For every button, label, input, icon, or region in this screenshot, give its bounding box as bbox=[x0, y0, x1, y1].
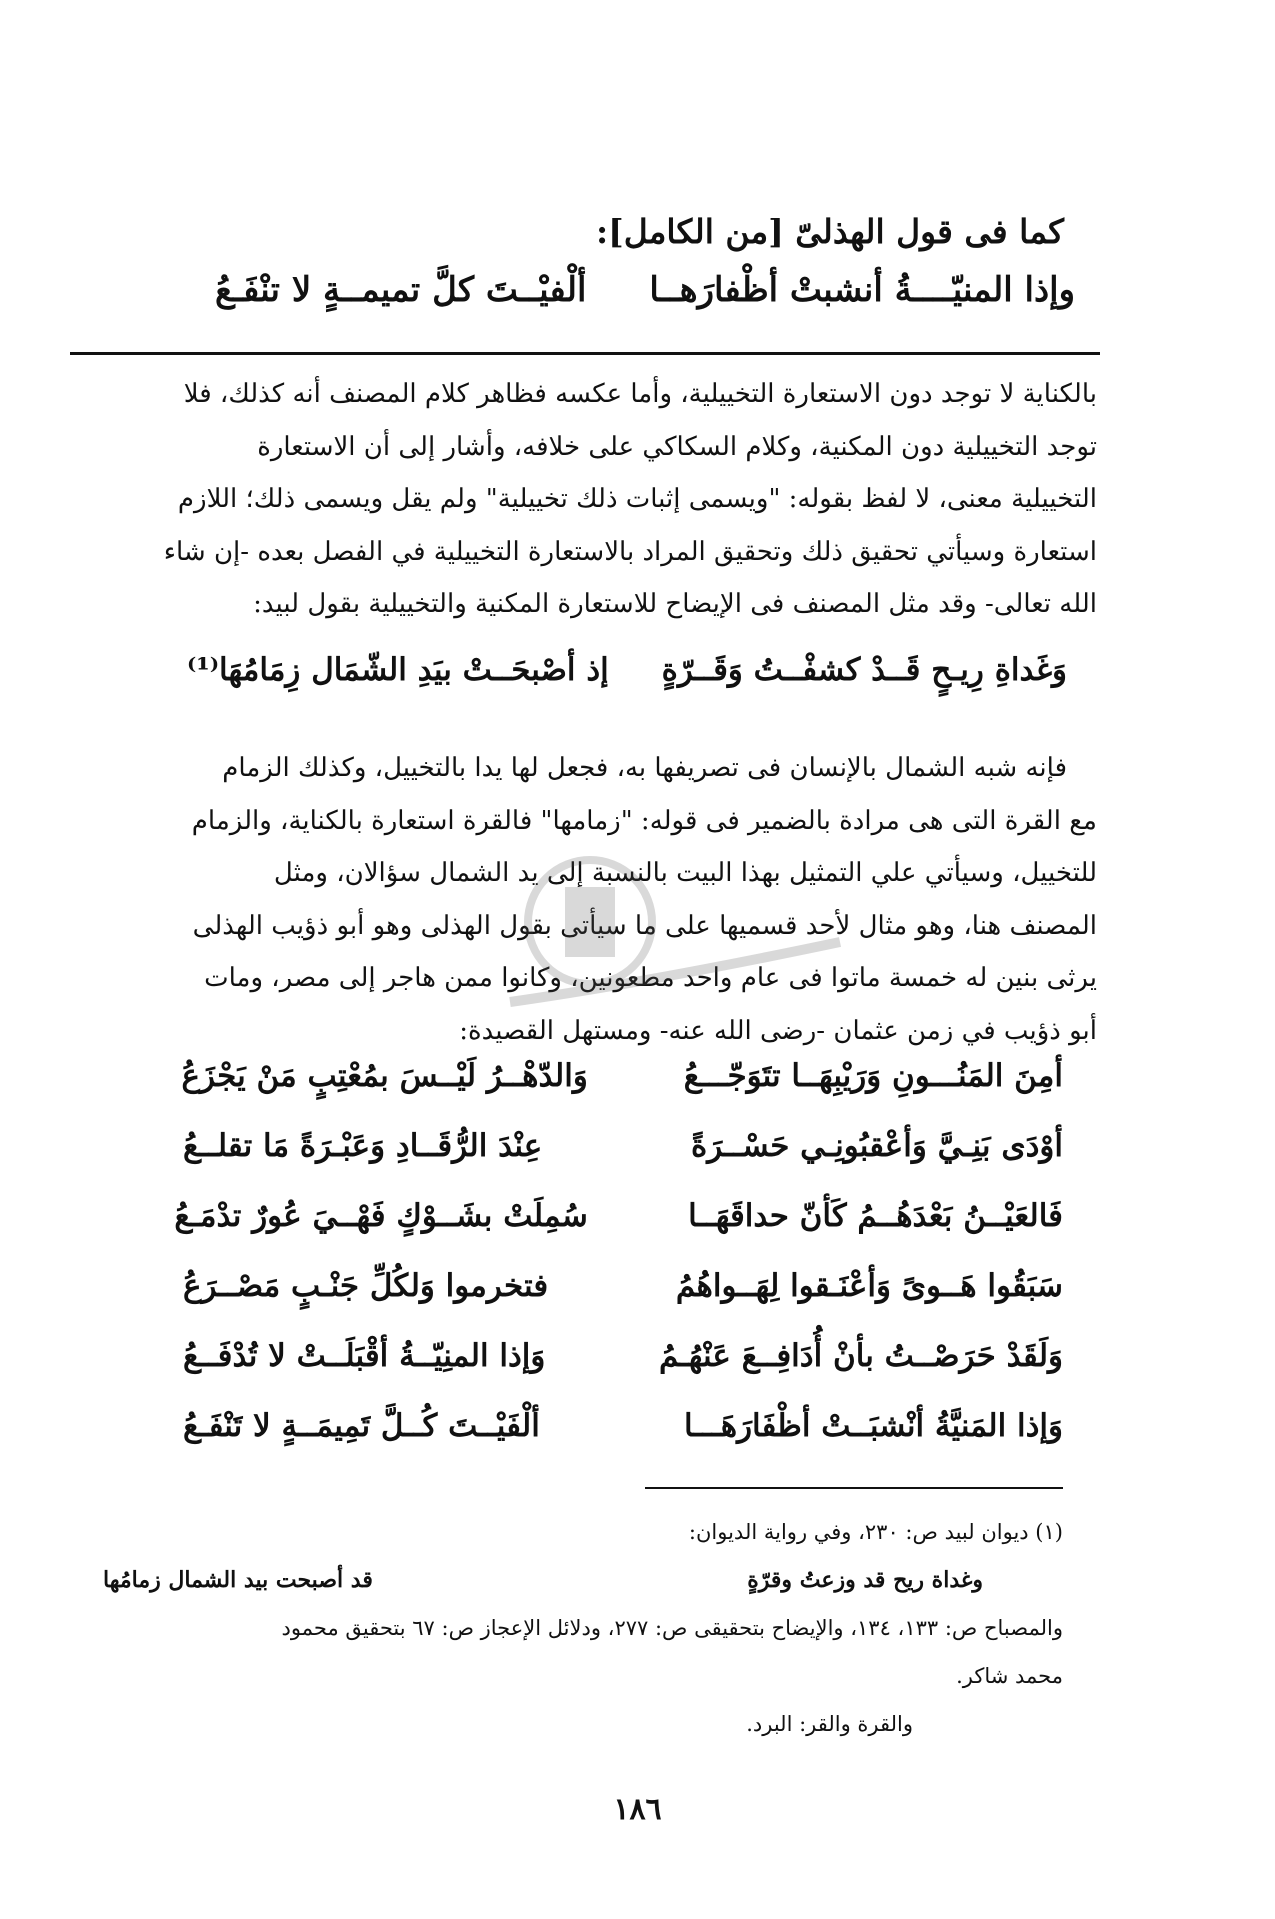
poem-verse bbox=[174, 1198, 1063, 1268]
verse-hemistich-first: وَلَقَدْ حَرَصْــتُ بأنْ أُدَافِــعَ عَنْهُـمُ bbox=[659, 1338, 1063, 1374]
paragraph-line: استعارة وسيأتي تحقيق ذلك وتحقيق المراد بالاستعارة التخييلية في الفصل بعده -إن شاء bbox=[163, 536, 1097, 567]
poem-verse bbox=[183, 1408, 1063, 1478]
verse-hemistich-second: إذ أصْبحَــتْ بيَدِ الشّمَال زِمَامُهَا⁽¹⁾ bbox=[187, 652, 609, 688]
poem-verse bbox=[183, 1338, 1063, 1408]
paragraph-line: توجد التخييلية دون المكنية، وكلام السكاكي على خلافه، وأشار إلى أن الاستعارة bbox=[257, 431, 1097, 462]
paragraph-line: بالكناية لا توجد دون الاستعارة التخييلية، وأما عكسه فظاهر كلام المصنف أنه كذلك، فلا bbox=[183, 379, 1097, 409]
verse-hemistich-first: وَإذا المَنيَّةُ أنْشبَــتْ أظْفَارَهَـــا bbox=[684, 1408, 1063, 1444]
verse-hemistich-first: سَبَقُوا هَــوىً وَأعْنَـقوا لِهَــواهُمُ bbox=[675, 1268, 1063, 1304]
verse-hemistich-first: فَالعَيْــنُ بَعْدَهُــمُ كَأنّ حداقَهَــا bbox=[688, 1198, 1063, 1234]
verse-hemistich-first: وَغَداةِ رِيـحٍ قَــدْ كشفْــتُ وَقَــرّةٍ bbox=[661, 652, 1067, 688]
lubayd-verse bbox=[187, 652, 1067, 688]
verse-hemistich-first: أوْدَى بَنِـيَّ وَأعْقبُونِـي حَسْــرَةً bbox=[691, 1128, 1063, 1164]
footnote-line: محمد شاكر. bbox=[956, 1664, 1063, 1688]
footnote-line: (١) ديوان لبيد ص: ٢٣٠، وفي رواية الديوان: bbox=[688, 1520, 1063, 1544]
paragraph-line: مع القرة التى هى مرادة بالضمير فى قوله: "زمامها" فالقرة استعارة بالكناية، والزمام bbox=[191, 805, 1097, 836]
poem-verse bbox=[183, 1058, 1063, 1128]
footnote-verse bbox=[103, 1556, 983, 1604]
verse-hemistich-first: وغداة ريح قد وزعتُ وقرّةٍ bbox=[747, 1567, 983, 1593]
elegy-poem bbox=[174, 1058, 1063, 1478]
verse-hemistich-second: فتخرموا وَلكُلِّ جَنْـبٍ مَصْــرَعُ bbox=[183, 1268, 549, 1304]
paragraph-line: للتخييل، وسيأتي علي التمثيل بهذا البيت بالنسبة إلى يد الشمال سؤالان، ومثل bbox=[273, 858, 1097, 888]
verse-hemistich-second: وَإذا المنِيّــةُ أقْبَلَــتْ لا تُدْفَــعُ bbox=[183, 1338, 546, 1374]
verse-hemistich-second: ألْفيْــتَ كلَّ تميمــةٍ لا تنْفَـعُ bbox=[215, 270, 587, 310]
poem-verse bbox=[183, 1128, 1063, 1198]
verse-hemistich-second: وَالدّهْــرُ لَيْــسَ بمُعْتِبٍ مَنْ يَجْزَعُ bbox=[181, 1058, 588, 1094]
verse-hemistich-second: عِنْدَ الرُّقَــادِ وَعَبْـرَةً مَا تقلــعُ bbox=[183, 1128, 543, 1164]
verse-hemistich-second: سُمِلَتْ بشَــوْكٍ فَهْــيَ عُورٌ تدْمَـعُ bbox=[174, 1198, 588, 1234]
verse-hemistich-first: وإذا المنيّــــةُ أنشبتْ أظْفارَهــا bbox=[649, 270, 1075, 310]
verse-hemistich-second: قد أصبحت بيد الشمال زمامُها bbox=[103, 1567, 373, 1593]
verse-hemistich-second: ألْفَيْــتَ كُــلَّ تَمِيمَــةٍ لا تَنْفَـعُ bbox=[183, 1408, 540, 1444]
footnote-line: والمصباح ص: ١٣٣، ١٣٤، والإيضاح بتحقيقى ص: ٢٧٧، ودلائل الإعجاز ص: ٦٧ بتحقيق محمود bbox=[281, 1616, 1063, 1640]
poem-verse bbox=[183, 1268, 1063, 1338]
paragraph-line: المصنف هنا، وهو مثال لأحد قسميها على ما سيأتى بقول الهذلى وهو أبو ذؤيب الهذلى bbox=[192, 910, 1097, 941]
paragraph-line: فإنه شبه الشمال بالإنسان فى تصريفها به، فجعل لها يدا بالتخييل، وكذلك الزمام bbox=[222, 753, 1067, 783]
paragraph-line: أبو ذؤيب في زمن عثمان -رضى الله عنه- ومستهل القصيدة: bbox=[459, 1015, 1097, 1046]
header-rule bbox=[70, 352, 1100, 355]
paragraph-line: يرثى بنين له خمسة ماتوا فى عام واحد مطعونين، وكانوا ممن هاجر إلى مصر، ومات bbox=[204, 963, 1097, 993]
verse-hemistich-first: أمِنَ المَنُـــونِ وَرَيْبِهَــا تتَوَجّـــعُ bbox=[683, 1058, 1063, 1094]
footnote-line: والقرة والقر: البرد. bbox=[746, 1712, 913, 1736]
library-watermark-icon bbox=[420, 832, 860, 1032]
paragraph-line: الله تعالى- وقد مثل المصنف فى الإيضاح للاستعارة المكنية والتخييلية بقول لبيد: bbox=[253, 589, 1097, 619]
footnotes bbox=[63, 1508, 1063, 1748]
intro-verse bbox=[215, 270, 1075, 310]
paragraph-line: التخييلية معنى، لا لفظ بقوله: "ويسمى إثبات ذلك تخييلية" ولم يقل ويسمى ذلك؛ اللازم bbox=[177, 484, 1097, 514]
page-number: ١٨٦ bbox=[613, 1792, 662, 1827]
footnote-rule bbox=[645, 1487, 1063, 1489]
poem-intro-heading: كما فى قول الهذلىّ [من الكامل]: bbox=[595, 212, 1064, 251]
paragraph-one bbox=[65, 368, 1097, 631]
